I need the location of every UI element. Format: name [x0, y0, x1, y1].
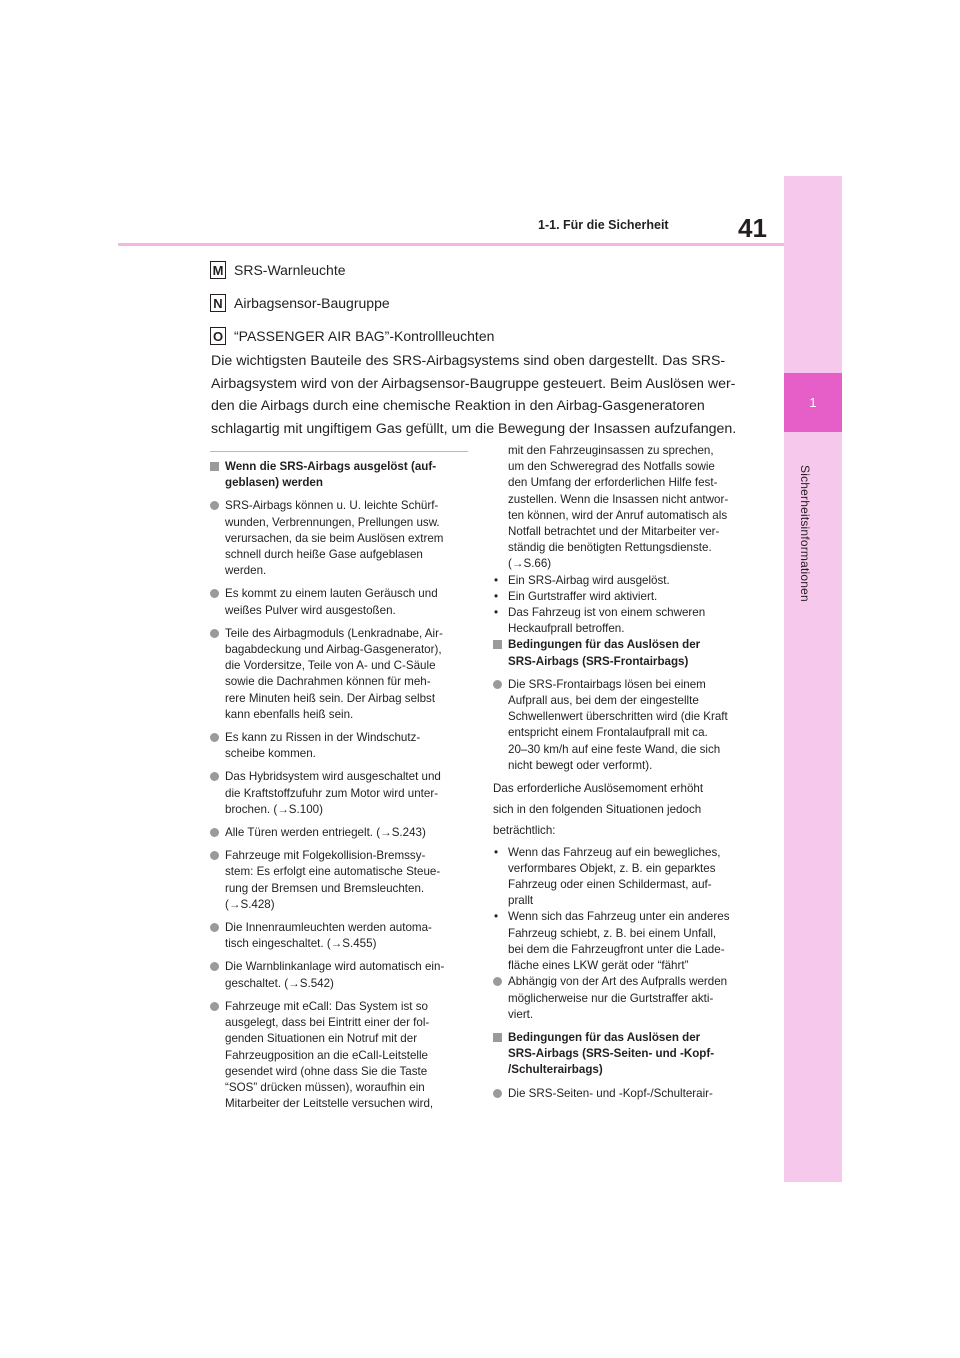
- text-line: brochen. (→S.100): [225, 802, 323, 816]
- text-line: Bedingungen für das Auslösen der: [508, 638, 701, 652]
- text-line: Fahrzeuge mit Folgekollision-Bremssy-: [225, 849, 426, 863]
- text-line: Schwellenwert überschritten wird (die Kraft: [508, 710, 728, 724]
- bullet-item: [493, 677, 757, 774]
- text-line: fläche eines LKW gerät oder “fährt”: [508, 959, 689, 973]
- chapter-number: 1: [809, 395, 817, 410]
- intro-line: schlagartig mit ungiftigem Gas gefüllt, um die Bewegung der Insassen aufzufangen.: [211, 420, 737, 437]
- text-line: wunden, Verbrennungen, Prellungen usw.: [225, 515, 440, 529]
- text-line: Abhängig von der Art des Aufpralls werden: [508, 975, 728, 989]
- text-line: nicht bewegt oder verformt).: [508, 758, 653, 772]
- text-line: rung der Bremsen und Bremsleuchten.: [225, 881, 425, 895]
- header-rule: [118, 243, 784, 246]
- text-line: verformbares Objekt, z. B. ein geparktes: [508, 861, 716, 875]
- text-line: Die SRS-Seiten- und -Kopf-/Schulterair-: [508, 1086, 713, 1100]
- intro-line: Airbagsystem wird von der Airbagsensor-Baugruppe gesteuert. Beim Auslösen wer-: [211, 375, 736, 392]
- text-line: geblasen) werden: [225, 476, 323, 490]
- intro-line: den die Airbags durch eine chemische Reaktion in den Airbag-Gasgeneratoren: [211, 398, 705, 414]
- bullet-item: [210, 626, 472, 723]
- sub-bullet-item: [493, 845, 757, 910]
- legend-text-n: Airbagsensor-Baugruppe: [234, 295, 390, 311]
- text-line: viert.: [508, 1007, 534, 1021]
- text-line: 20–30 km/h auf eine feste Wand, die sich: [508, 742, 721, 756]
- text-line: kann ebenfalls heiß sein.: [225, 707, 354, 721]
- text-line: ständig die benötigten Rettungsdienste.: [508, 541, 712, 555]
- text-line: prallt: [508, 894, 534, 908]
- text-line: Fahrzeug oder einen Schildermast, auf-: [508, 878, 712, 892]
- sub-bullet-item: [493, 605, 757, 637]
- text-line: Ein Gurtstraffer wird aktiviert.: [508, 589, 658, 603]
- section-title: 1-1. Für die Sicherheit: [538, 218, 669, 232]
- text-line: (→S.66): [508, 557, 552, 571]
- text-line: Notfall betrachtet und der Mitarbeiter ver-: [508, 525, 720, 539]
- text-line: SRS-Airbags (SRS-Seiten- und -Kopf-: [508, 1047, 715, 1061]
- bullet-item: [210, 769, 472, 818]
- bullet-item: [210, 999, 472, 1112]
- text-line: Das erforderliche Auslösemoment erhöht: [493, 782, 704, 796]
- text-line: Heckaufprall betroffen.: [508, 622, 625, 636]
- text-line: Mitarbeiter der Leitstelle versuchen wird,: [225, 1097, 434, 1111]
- text-line: Wenn die SRS-Airbags ausgelöst (auf-: [225, 460, 437, 473]
- text-line: bagabdeckung und Airbag-Gasgenerator),: [225, 643, 442, 657]
- bullet-item: [210, 586, 472, 618]
- plain-text-line: [493, 823, 757, 839]
- legend-text-o: “PASSENGER AIR BAG”-Kontrollleuchten: [234, 328, 495, 344]
- text-line: Teile des Airbagmoduls (Lenkradnabe, Air-: [225, 626, 443, 640]
- text-line: Die Innenraumleuchten werden automa-: [225, 921, 432, 935]
- section-heading: [493, 1030, 757, 1079]
- text-line: geschaltet. (→S.542): [225, 976, 334, 990]
- text-line: ten können, wird der Anruf automatisch als: [508, 508, 728, 522]
- intro-line: Die wichtigsten Bauteile des SRS-Airbagsystems sind oben dargestellt. Das SRS-: [211, 353, 726, 369]
- text-line: SRS-Airbags können u. U. leichte Schürf-: [225, 499, 439, 513]
- text-line: Fahrzeugposition an die eCall-Leitstelle: [225, 1048, 429, 1062]
- bullet-item: [210, 730, 472, 762]
- text-line: SRS-Airbags (SRS-Frontairbags): [508, 654, 689, 668]
- bullet-item: [210, 920, 472, 952]
- text-line: schnell durch heiße Gase aufgeblasen: [225, 548, 423, 562]
- text-line: mit den Fahrzeuginsassen zu sprechen,: [508, 444, 714, 457]
- text-line: entspricht einem Frontalaufprall mit ca.: [508, 726, 708, 740]
- text-line: stem: Es erfolgt eine automatische Steue-: [225, 865, 441, 879]
- text-line: /Schulterairbags): [508, 1063, 603, 1077]
- text-line: um den Schweregrad des Notfalls sowie: [508, 460, 715, 474]
- sub-bullet-item: [493, 909, 757, 974]
- text-line: Wenn sich das Fahrzeug unter ein anderes: [508, 910, 730, 924]
- text-line: Das Hybridsystem wird ausgeschaltet und: [225, 770, 441, 784]
- column-rule: [210, 451, 468, 452]
- legend-item-m: [210, 261, 346, 279]
- bullet-item: [210, 825, 472, 841]
- page-number: 41: [738, 213, 767, 243]
- text-line: Alle Türen werden entriegelt. (→S.243): [225, 826, 426, 840]
- text-line: (→S.428): [225, 897, 275, 911]
- text-line: Die SRS-Frontairbags lösen bei einem: [508, 677, 706, 691]
- bullet-item: [493, 1086, 757, 1102]
- text-line: sich in den folgenden Situationen jedoch: [493, 803, 702, 817]
- text-line: Fahrzeuge mit eCall: Das System ist so: [225, 999, 428, 1013]
- plain-text-line: [493, 781, 757, 797]
- text-line: weißes Pulver wird ausgestoßen.: [225, 603, 396, 617]
- text-line: tisch eingeschaltet. (→S.455): [225, 937, 377, 951]
- bullet-item: [210, 959, 472, 991]
- legend-item-o: [210, 327, 494, 345]
- text-line: Aufprall aus, bei dem der eingestellte: [508, 694, 699, 708]
- continued-text: [508, 443, 757, 573]
- text-line: Es kommt zu einem lauten Geräusch und: [225, 587, 438, 601]
- letter-n-box: N: [210, 294, 226, 312]
- text-line: beträchtlich:: [493, 824, 556, 838]
- text-line: die Kraftstoffzufuhr zum Motor wird unter-: [225, 786, 439, 800]
- text-line: Das Fahrzeug ist von einem schweren: [508, 606, 706, 620]
- text-line: Bedingungen für das Auslösen der: [508, 1030, 701, 1044]
- text-line: Die Warnblinkanlage wird automatisch ein-: [225, 960, 445, 974]
- text-line: Es kann zu Rissen in der Windschutz-: [225, 731, 421, 745]
- text-line: die Vordersitze, Teile von A- und C-Säule: [225, 659, 436, 673]
- text-line: gesendet wird (ohne dass Sie die Taste: [225, 1064, 428, 1078]
- text-line: “SOS” drücken müssen), woraufhin ein: [225, 1080, 425, 1094]
- section-heading: [493, 637, 757, 669]
- legend-text-m: SRS-Warnleuchte: [234, 262, 346, 278]
- bullet-item: [210, 848, 472, 913]
- bullet-item: [210, 498, 472, 579]
- letter-o-box: O: [210, 327, 226, 345]
- text-line: Wenn das Fahrzeug auf ein bewegliches,: [508, 845, 721, 859]
- section-heading: [210, 459, 472, 491]
- sub-bullet-item: [493, 589, 757, 605]
- text-line: verursachen, da sie beim Auslösen extrem: [225, 531, 444, 545]
- text-line: werden.: [225, 564, 267, 578]
- text-line: Ein SRS-Airbag wird ausgelöst.: [508, 573, 670, 587]
- intro-paragraph: [211, 350, 757, 440]
- text-line: möglicherweise nur die Gurtstraffer akti-: [508, 991, 714, 1005]
- chapter-title: Sicherheitsinformationen: [798, 465, 812, 602]
- text-line: sowie die Dachrahmen können für meh-: [225, 675, 431, 689]
- sub-bullet-item: [493, 573, 757, 589]
- plain-text-line: [493, 802, 757, 818]
- text-line: genden Situationen ein Notruf mit der: [225, 1032, 418, 1046]
- text-line: den Umfang der erforderlichen Hilfe fest-: [508, 476, 718, 490]
- text-line: zustellen. Wenn die Insassen nicht antwor-: [508, 492, 729, 506]
- bullet-item: [493, 974, 757, 1023]
- letter-m-box: M: [210, 261, 226, 279]
- chapter-sidebar: [784, 176, 842, 1182]
- legend-item-n: [210, 294, 390, 312]
- text-line: ausgelegt, dass bei Eintritt einer der fol-: [225, 1016, 430, 1030]
- right-column: [493, 443, 757, 1109]
- text-line: bei dem die Fahrzeugfront unter die Lade-: [508, 942, 725, 956]
- text-line: scheibe kommen.: [225, 747, 316, 761]
- text-line: Fahrzeug schiebt, z. B. bei einem Unfall,: [508, 926, 717, 940]
- text-line: rere Minuten heiß sein. Der Airbag selbst: [225, 691, 436, 705]
- left-column: [210, 459, 472, 1119]
